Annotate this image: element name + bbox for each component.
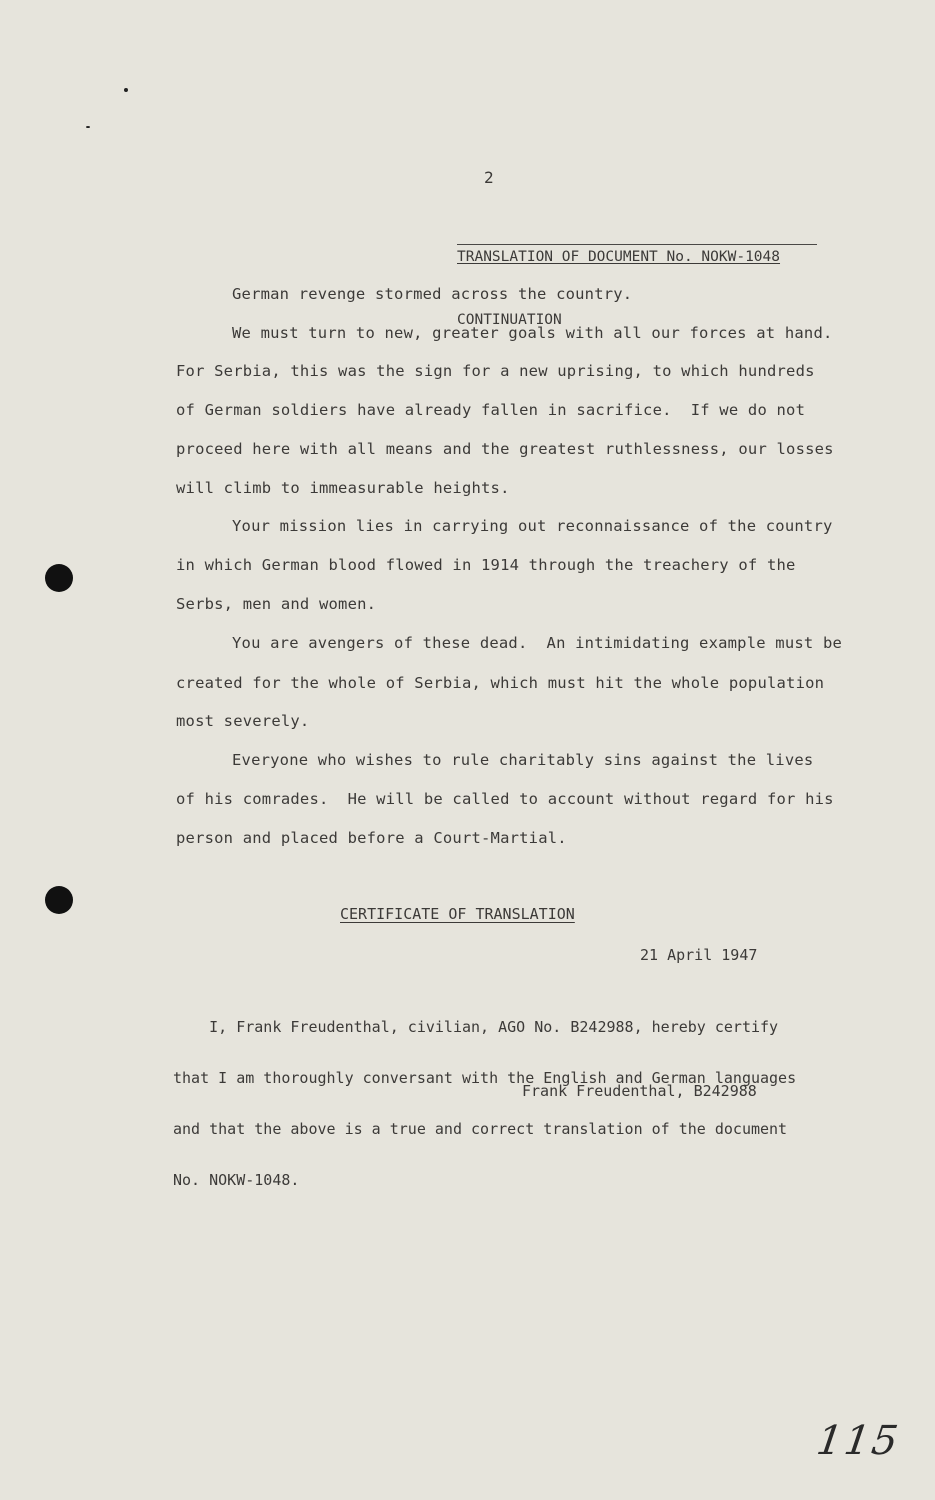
body-line: For Serbia, this was the sign for a new uprising, to which hundreds — [176, 362, 815, 380]
body-line: person and placed before a Court-Martial. — [176, 829, 567, 847]
certificate-title: CERTIFICATE OF TRANSLATION — [340, 905, 575, 923]
header-title: TRANSLATION OF DOCUMENT No. NOKW-1048 — [457, 249, 781, 265]
body-line: Serbs, men and women. — [176, 595, 377, 613]
header-subtitle: CONTINUATION — [457, 312, 562, 328]
punch-hole — [45, 886, 73, 914]
certificate-line: that I am thoroughly conversant with the English and German languages — [173, 1069, 797, 1087]
header-rule — [457, 244, 817, 245]
page-number: 2 — [484, 168, 494, 187]
body-line: You are avengers of these dead. An intimidating example must be — [232, 634, 843, 652]
paper-speck — [124, 88, 128, 92]
body-line: most severely. — [176, 712, 310, 730]
body-line: German revenge stormed across the country. — [232, 285, 633, 303]
body-line: of his comrades. He will be called to account without regard for his — [176, 790, 834, 808]
body-line: created for the whole of Serbia, which must hit the whole population — [176, 674, 825, 692]
body-line: We must turn to new, greater goals with all our forces at hand. — [232, 324, 833, 342]
certificate-date: 21 April 1947 — [640, 946, 758, 964]
body-line: will climb to immeasurable heights. — [176, 479, 510, 497]
body-line: of German soldiers have already fallen in sacrifice. If we do not — [176, 401, 806, 419]
certificate-line: and that the above is a true and correct translation of the document — [173, 1120, 788, 1138]
certificate-paragraph — [173, 985, 796, 1223]
punch-hole — [45, 564, 73, 592]
certificate-line: I, Frank Freudenthal, civilian, AGO No. B242988, hereby certify — [173, 1018, 779, 1036]
certificate-line: No. NOKW-1048. — [173, 1171, 300, 1189]
paper-speck — [86, 126, 90, 128]
body-line: Everyone who wishes to rule charitably sins against the lives — [232, 751, 814, 769]
translator-signature: Frank Freudenthal, B242988 — [522, 1082, 757, 1100]
body-line: in which German blood flowed in 1914 through the treachery of the — [176, 556, 796, 574]
body-line: Your mission lies in carrying out reconnaissance of the country — [232, 517, 833, 535]
body-line: proceed here with all means and the greatest ruthlessness, our losses — [176, 440, 834, 458]
handwritten-page-mark: 115 — [813, 1418, 903, 1464]
